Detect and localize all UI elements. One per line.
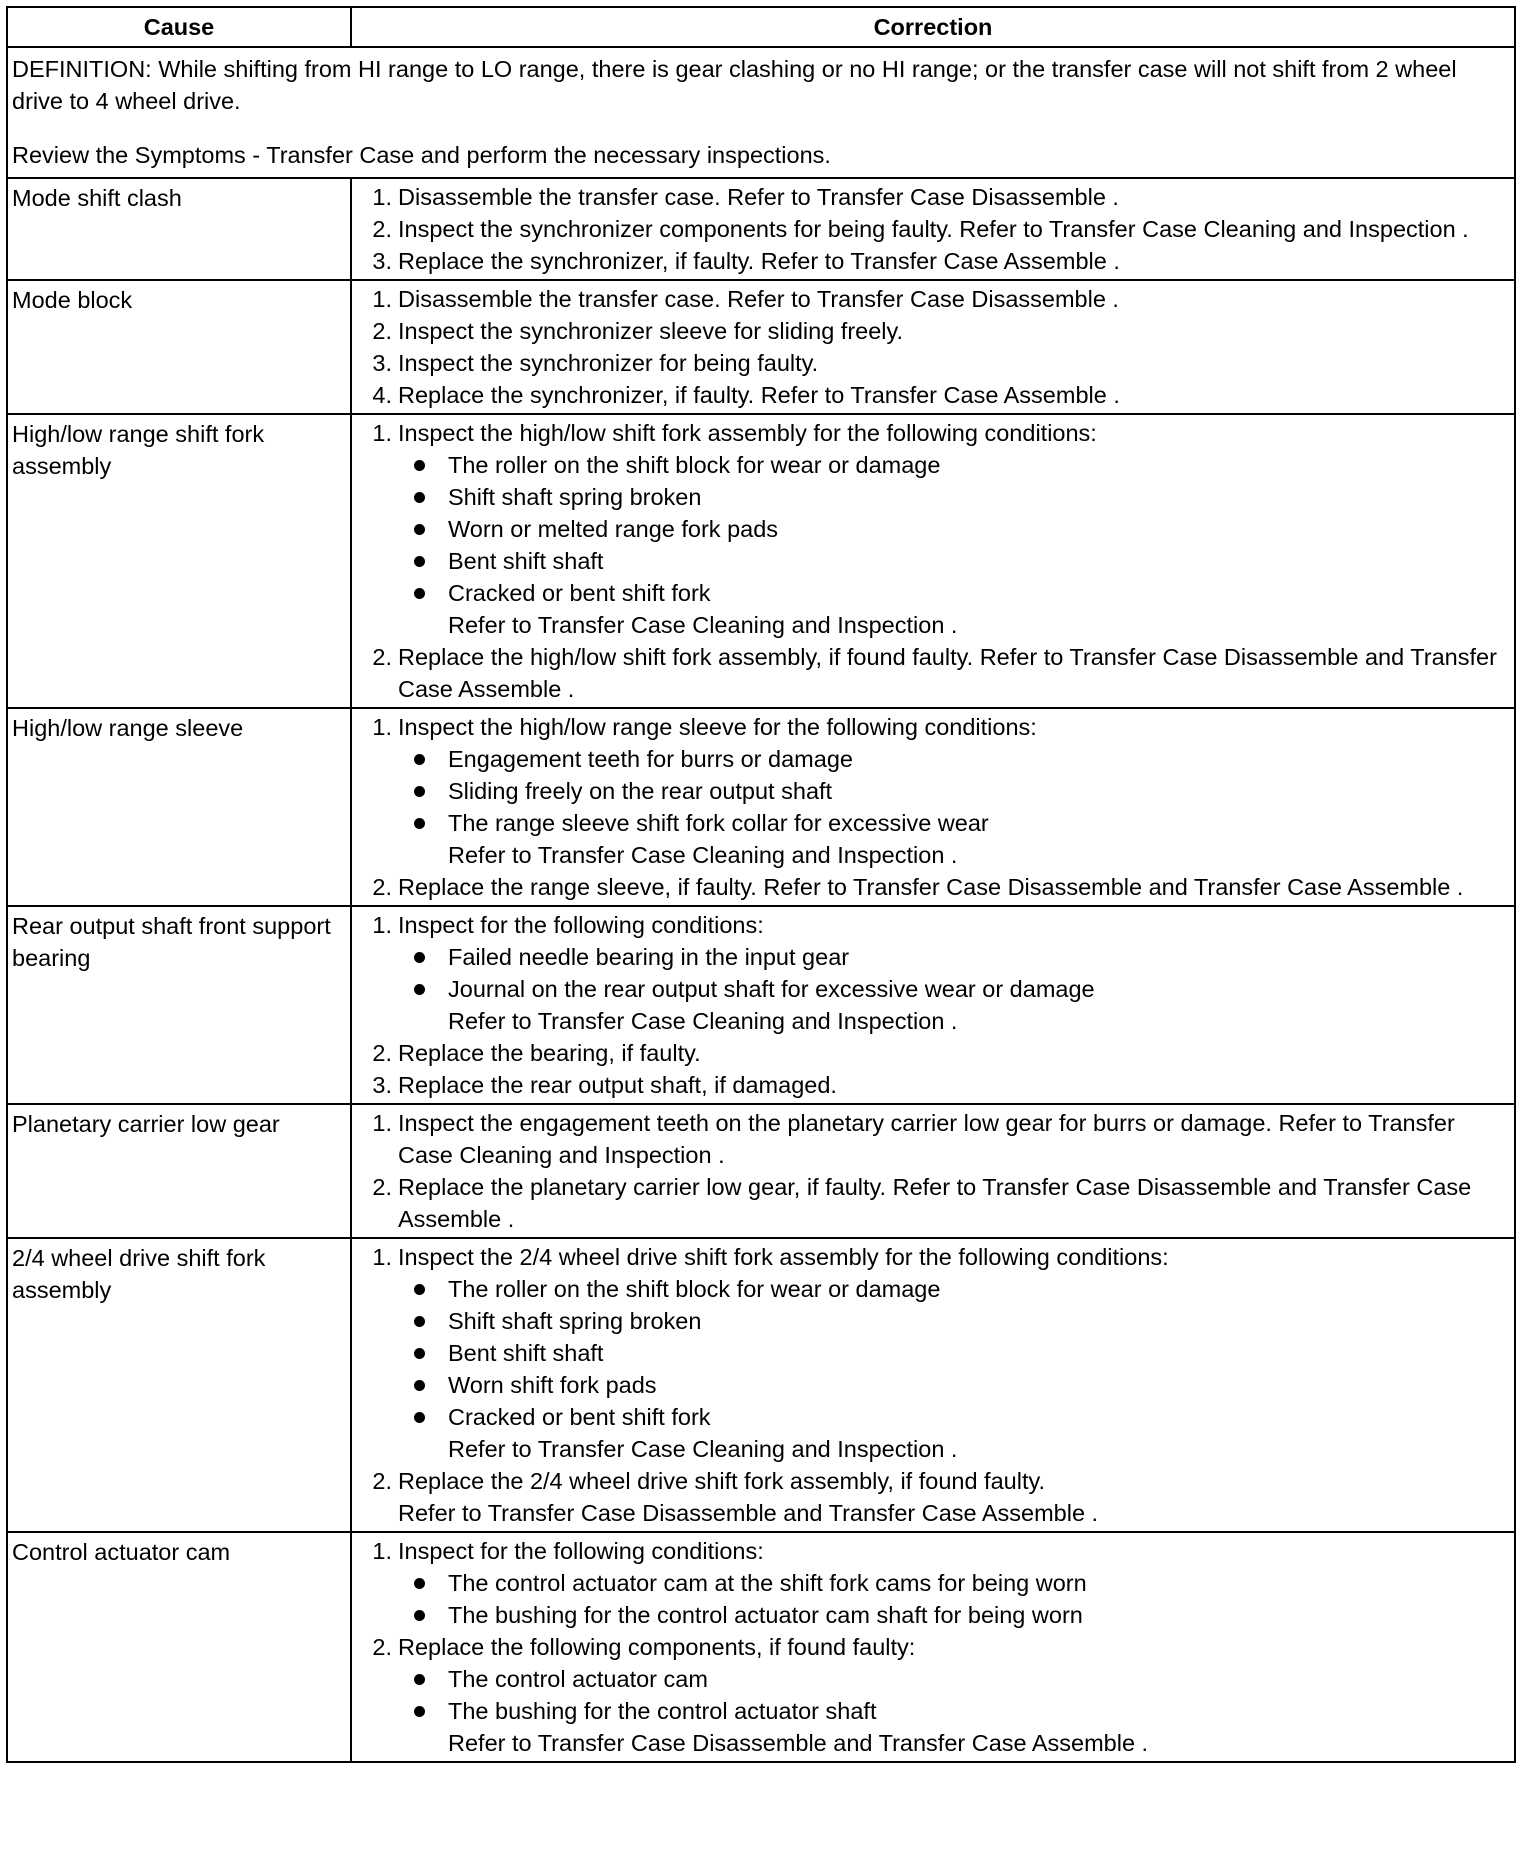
condition-text: The bushing for the control actuator shaft — [448, 1698, 877, 1724]
condition-text: Shift shaft spring broken — [448, 484, 702, 510]
step-number: 1. — [372, 286, 392, 312]
cause-cell: High/low range shift fork assembly — [7, 414, 351, 708]
step-text: Inspect the 2/4 wheel drive shift fork assembly for the following conditions: — [398, 1244, 1169, 1270]
condition-item — [448, 941, 1510, 973]
bullet-icon — [414, 460, 425, 471]
cause-cell: 2/4 wheel drive shift fork assembly — [7, 1238, 351, 1532]
condition-text: Cracked or bent shift fork — [448, 580, 711, 606]
table-row — [7, 414, 1515, 708]
correction-cell — [351, 708, 1515, 906]
bullet-icon — [414, 1674, 425, 1685]
step-text: Inspect the high/low range sleeve for the following conditions: — [398, 714, 1037, 740]
condition-item — [448, 775, 1510, 807]
bullet-icon — [414, 588, 425, 599]
correction-steps — [362, 181, 1510, 277]
step-item — [362, 347, 1510, 379]
step-item — [362, 283, 1510, 315]
step-number: 2. — [372, 1468, 392, 1494]
step-number: 2. — [372, 644, 392, 670]
bullet-icon — [414, 1578, 425, 1589]
correction-cell — [351, 1238, 1515, 1532]
correction-cell — [351, 280, 1515, 414]
correction-steps — [362, 909, 1510, 1101]
condition-text: The roller on the shift block for wear or damage — [448, 1276, 941, 1302]
step-number: 3. — [372, 248, 392, 274]
step-text: Replace the synchronizer, if faulty. Refer to Transfer Case Assemble . — [398, 248, 1120, 274]
condition-item — [448, 577, 1510, 609]
correction-steps — [362, 1535, 1510, 1759]
reference-text: Refer to Transfer Case Cleaning and Inspection . — [448, 842, 958, 868]
cause-header: Cause — [7, 7, 351, 47]
condition-item — [448, 807, 1510, 839]
step-text: Replace the 2/4 wheel drive shift fork assembly, if found faulty. — [398, 1468, 1046, 1494]
correction-cell — [351, 414, 1515, 708]
condition-text: Journal on the rear output shaft for excessive wear or damage — [448, 976, 1095, 1002]
step-item — [362, 909, 1510, 1037]
condition-item — [448, 743, 1510, 775]
condition-list — [398, 449, 1510, 609]
condition-item — [448, 513, 1510, 545]
step-number: 2. — [372, 1174, 392, 1200]
step-text: Inspect the synchronizer for being faulty. — [398, 350, 819, 376]
cause-cell: Mode block — [7, 280, 351, 414]
cause-cell: Rear output shaft front support bearing — [7, 906, 351, 1104]
step-item — [362, 1037, 1510, 1069]
condition-item — [448, 973, 1510, 1005]
condition-item — [448, 1369, 1510, 1401]
step-item — [362, 245, 1510, 277]
bullet-icon — [414, 984, 425, 995]
condition-list — [398, 941, 1510, 1005]
step-text: Replace the rear output shaft, if damaged. — [398, 1072, 837, 1098]
step-number: 1. — [372, 714, 392, 740]
bullet-icon — [414, 1706, 425, 1717]
correction-cell — [351, 1104, 1515, 1238]
bullet-icon — [414, 1610, 425, 1621]
step-number: 4. — [372, 382, 392, 408]
step-text: Inspect for the following conditions: — [398, 912, 764, 938]
step-number: 2. — [372, 1040, 392, 1066]
bullet-icon — [414, 952, 425, 963]
step-text: Inspect the high/low shift fork assembly for the following conditions: — [398, 420, 1097, 446]
bullet-icon — [414, 1380, 425, 1391]
condition-item — [448, 1567, 1510, 1599]
header-row — [7, 7, 1515, 47]
bullet-icon — [414, 556, 425, 567]
bullet-icon — [414, 1412, 425, 1423]
step-item — [362, 1171, 1510, 1235]
condition-text: Shift shaft spring broken — [448, 1308, 702, 1334]
correction-steps — [362, 417, 1510, 705]
condition-item — [448, 1695, 1510, 1727]
step-number: 3. — [372, 350, 392, 376]
condition-text: Sliding freely on the rear output shaft — [448, 778, 833, 804]
condition-item — [448, 449, 1510, 481]
step-item — [362, 417, 1510, 641]
step-number: 1. — [372, 1244, 392, 1270]
step-number: 3. — [372, 1072, 392, 1098]
step-text: Replace the high/low shift fork assembly, if found faulty. Refer to Transfer Case Disassemble and Transfer Case Assemble . — [398, 644, 1497, 702]
correction-header: Correction — [351, 7, 1515, 47]
reference-text: Refer to Transfer Case Disassemble and Transfer Case Assemble . — [398, 1500, 1099, 1526]
correction-steps — [362, 1107, 1510, 1235]
table-row — [7, 906, 1515, 1104]
bullet-icon — [414, 786, 425, 797]
condition-text: Cracked or bent shift fork — [448, 1404, 711, 1430]
step-text: Replace the bearing, if faulty. — [398, 1040, 701, 1066]
review-text: Review the Symptoms - Transfer Case and perform the necessary inspections. — [12, 142, 831, 168]
condition-list — [398, 1273, 1510, 1433]
condition-text: Worn or melted range fork pads — [448, 516, 779, 542]
step-number: 1. — [372, 912, 392, 938]
step-item — [362, 1465, 1510, 1529]
step-text: Replace the synchronizer, if faulty. Refer to Transfer Case Assemble . — [398, 382, 1120, 408]
step-item — [362, 871, 1510, 903]
step-number: 2. — [372, 216, 392, 242]
condition-text: Worn shift fork pads — [448, 1372, 657, 1398]
step-text: Replace the following components, if found faulty: — [398, 1634, 916, 1660]
diagnostic-table — [6, 6, 1516, 1763]
correction-steps — [362, 711, 1510, 903]
cause-cell: Mode shift clash — [7, 178, 351, 280]
step-item — [362, 1631, 1510, 1759]
bullet-icon — [414, 754, 425, 765]
correction-steps — [362, 283, 1510, 411]
step-number: 2. — [372, 874, 392, 900]
step-item — [362, 641, 1510, 705]
reference-text: Refer to Transfer Case Cleaning and Inspection . — [448, 1008, 958, 1034]
condition-item — [448, 1305, 1510, 1337]
step-item — [362, 213, 1510, 245]
correction-cell — [351, 1532, 1515, 1762]
table-row — [7, 1104, 1515, 1238]
table-row — [7, 178, 1515, 280]
step-text: Inspect the synchronizer components for being faulty. Refer to Transfer Case Cleaning and Inspection . — [398, 216, 1469, 242]
correction-steps — [362, 1241, 1510, 1529]
step-text: Disassemble the transfer case. Refer to Transfer Case Disassemble . — [398, 184, 1119, 210]
condition-item — [448, 1663, 1510, 1695]
reference-text: Refer to Transfer Case Disassemble and Transfer Case Assemble . — [448, 1730, 1149, 1756]
step-text: Replace the planetary carrier low gear, if faulty. Refer to Transfer Case Disassemble and Transfer Case Assemble . — [398, 1174, 1472, 1232]
condition-text: The control actuator cam — [448, 1666, 708, 1692]
table-row — [7, 1532, 1515, 1762]
condition-item — [448, 1599, 1510, 1631]
bullet-icon — [414, 1348, 425, 1359]
condition-text: The range sleeve shift fork collar for excessive wear — [448, 810, 989, 836]
condition-list — [398, 743, 1510, 839]
step-item — [362, 315, 1510, 347]
step-item — [362, 1535, 1510, 1631]
step-number: 1. — [372, 1538, 392, 1564]
step-number: 1. — [372, 1110, 392, 1136]
bullet-icon — [414, 818, 425, 829]
table-row — [7, 708, 1515, 906]
step-item — [362, 1241, 1510, 1465]
step-number: 2. — [372, 318, 392, 344]
condition-item — [448, 1401, 1510, 1433]
reference-text: Refer to Transfer Case Cleaning and Inspection . — [448, 612, 958, 638]
step-number: 1. — [372, 184, 392, 210]
condition-item — [448, 481, 1510, 513]
step-text: Disassemble the transfer case. Refer to Transfer Case Disassemble . — [398, 286, 1119, 312]
step-item — [362, 1069, 1510, 1101]
reference-text: Refer to Transfer Case Cleaning and Inspection . — [448, 1436, 958, 1462]
step-item — [362, 1107, 1510, 1171]
bullet-icon — [414, 492, 425, 503]
table-row — [7, 280, 1515, 414]
step-item — [362, 379, 1510, 411]
condition-text: The roller on the shift block for wear or damage — [448, 452, 941, 478]
condition-text: Bent shift shaft — [448, 1340, 604, 1366]
condition-item — [448, 1337, 1510, 1369]
definition-row — [7, 47, 1515, 178]
condition-item — [448, 545, 1510, 577]
bullet-icon — [414, 1284, 425, 1295]
definition-text: DEFINITION: While shifting from HI range to LO range, there is gear clashing or no HI range; or the transfer case will not shift from 2 wheel drive to 4 wheel drive. — [12, 56, 1457, 114]
condition-text: Engagement teeth for burrs or damage — [448, 746, 853, 772]
definition-cell — [7, 47, 1515, 178]
condition-text: Bent shift shaft — [448, 548, 604, 574]
correction-cell — [351, 178, 1515, 280]
step-text: Inspect for the following conditions: — [398, 1538, 764, 1564]
table-row — [7, 1238, 1515, 1532]
cause-cell: Control actuator cam — [7, 1532, 351, 1762]
cause-cell: Planetary carrier low gear — [7, 1104, 351, 1238]
step-text: Replace the range sleeve, if faulty. Refer to Transfer Case Disassemble and Transfer Case Assemble . — [398, 874, 1464, 900]
condition-list — [398, 1567, 1510, 1631]
correction-cell — [351, 906, 1515, 1104]
step-item — [362, 711, 1510, 871]
step-number: 2. — [372, 1634, 392, 1660]
cause-cell: High/low range sleeve — [7, 708, 351, 906]
condition-list — [398, 1663, 1510, 1727]
step-text: Inspect the engagement teeth on the planetary carrier low gear for burrs or damage. Refer to Transfer Case Cleaning and Inspection . — [398, 1110, 1455, 1168]
step-item — [362, 181, 1510, 213]
condition-text: Failed needle bearing in the input gear — [448, 944, 850, 970]
document — [6, 6, 1514, 1763]
condition-text: The control actuator cam at the shift fork cams for being worn — [448, 1570, 1087, 1596]
step-number: 1. — [372, 420, 392, 446]
condition-item — [448, 1273, 1510, 1305]
bullet-icon — [414, 524, 425, 535]
bullet-icon — [414, 1316, 425, 1327]
step-text: Inspect the synchronizer sleeve for sliding freely. — [398, 318, 904, 344]
condition-text: The bushing for the control actuator cam shaft for being worn — [448, 1602, 1083, 1628]
